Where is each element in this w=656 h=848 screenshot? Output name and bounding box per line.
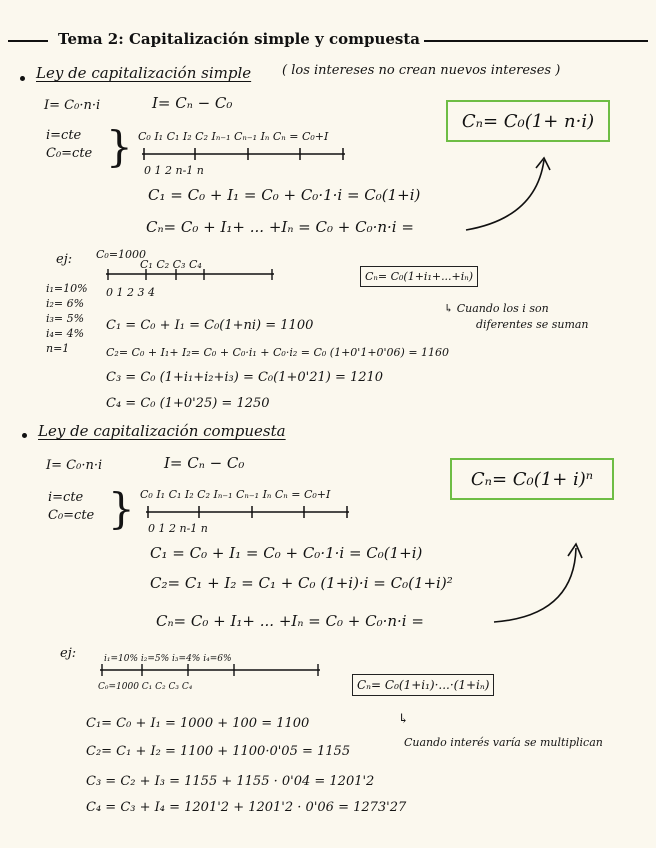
page-title: Tema 2: Capitalización simple y compuesta [54, 30, 424, 48]
compuesta-eq-c1: C₁ = C₀ + I₁ = C₀ + C₀·1·i = C₀(1+i) [150, 544, 423, 562]
simple-condition-rate: i=cte [46, 128, 82, 143]
simple-example-timeline-top: C₁ C₂ C₃ C₄ [140, 258, 202, 271]
simple-example-eq1: C₁ = C₀ + I₁ = C₀(1+ni) = 1100 [106, 318, 314, 333]
simple-param-4: i₄= 4% [46, 327, 85, 340]
compuesta-brace: } [108, 484, 135, 533]
simple-param-2: i₂= 6% [46, 297, 85, 310]
simple-param-1: i₁=10% [46, 282, 88, 295]
simple-timeline-bottom-labels: 0 1 2 n-1 n [144, 164, 204, 177]
compuesta-condition-rate: i=cte [48, 490, 84, 505]
compuesta-formula-box: Cₙ= C₀(1+ i)ⁿ [450, 458, 614, 500]
compuesta-example-note: Cuando interés varía se multiplican [404, 736, 603, 749]
compuesta-interest-difference: I= Cₙ − C₀ [164, 454, 245, 472]
compuesta-example-note-arrow: ↳ [398, 712, 409, 727]
compuesta-example-timeline-bottom: C₀=1000 C₁ C₂ C₃ C₄ [98, 682, 193, 692]
simple-example-note-1: ↳ Cuando los i son [444, 302, 549, 315]
compuesta-timeline-bottom-labels: 0 1 2 n-1 n [148, 522, 208, 535]
compuesta-example-eq2: C₂= C₁ + I₂ = 1100 + 1100·0'05 = 1155 [86, 744, 351, 759]
simple-condition-capital: C₀=cte [46, 146, 93, 161]
simple-example-timeline [104, 268, 284, 284]
simple-note: ( los intereses no crean nuevos intereses ) [282, 63, 561, 78]
compuesta-example-timeline-top: i₁=10% i₂=5% i₃=4% i₄=6% [104, 654, 232, 664]
simple-example-eq3: C₃ = C₀ (1+i₁+i₂+i₃) = C₀(1+0'21) = 1210 [106, 370, 384, 385]
simple-timeline-top-labels: C₀ I₁ C₁ I₂ C₂ Iₙ₋₁ Cₙ₋₁ Iₙ Cₙ = C₀+I [138, 130, 329, 143]
compuesta-eq-c2: C₂= C₁ + I₂ = C₁ + C₀ (1+i)·i = C₀(1+i)² [150, 574, 453, 592]
simple-formula-box: Cₙ= C₀(1+ n·i) [446, 100, 610, 142]
simple-heading: Ley de capitalización simple [36, 64, 252, 82]
compuesta-condition-capital: C₀=cte [48, 508, 95, 523]
simple-timeline [140, 146, 350, 166]
compuesta-timeline [144, 504, 354, 524]
compuesta-timeline-top-labels: C₀ I₁ C₁ I₂ C₂ Iₙ₋₁ Cₙ₋₁ Iₙ Cₙ = C₀+I [140, 488, 331, 501]
compuesta-example-formula-box: Cₙ= C₀(1+i₁)·...·(1+iₙ) [352, 674, 494, 696]
simple-example-formula-box: Cₙ= C₀(1+i₁+...+iₙ) [360, 266, 478, 287]
compuesta-example-eq3: C₃ = C₂ + I₃ = 1155 + 1155 · 0'04 = 1201'2 [86, 774, 375, 789]
simple-eq-cn: Cₙ= C₀ + I₁+ ... +Iₙ = C₀ + C₀·n·i = [146, 218, 414, 236]
simple-example-label: ej: [56, 252, 73, 267]
simple-param-5: n=1 [46, 342, 70, 355]
section-title-bar [8, 30, 648, 50]
compuesta-example-label: ej: [60, 646, 77, 661]
simple-brace: } [106, 122, 133, 171]
simple-example-c0: C₀=1000 [96, 248, 147, 261]
bullet-simple [20, 76, 25, 81]
simple-example-note-2: diferentes se suman [476, 318, 589, 331]
bullet-compuesta [22, 433, 27, 438]
compuesta-example-eq4: C₄ = C₃ + I₄ = 1201'2 + 1201'2 · 0'06 = 1273'27 [86, 800, 407, 815]
simple-interest-formula: I= C₀·n·i [44, 98, 101, 113]
simple-example-eq2: C₂= C₀ + I₁+ I₂= C₀ + C₀·i₁ + C₀·i₂ = C₀ (1+0'1+0'06) = 1160 [106, 346, 450, 359]
compuesta-interest-formula: I= C₀·n·i [46, 458, 103, 473]
simple-example-timeline-bottom: 0 1 2 3 4 [106, 286, 155, 299]
title-rule-left [8, 40, 48, 42]
simple-example-eq4: C₄ = C₀ (1+0'25) = 1250 [106, 396, 270, 411]
simple-param-3: i₃= 5% [46, 312, 85, 325]
compuesta-arrow [488, 536, 588, 636]
simple-arrow [456, 152, 556, 242]
title-rule-right [408, 40, 648, 42]
simple-interest-difference: I= Cₙ − C₀ [152, 94, 233, 112]
compuesta-heading: Ley de capitalización compuesta [38, 422, 286, 440]
compuesta-example-eq1: C₁= C₀ + I₁ = 1000 + 100 = 1100 [86, 716, 310, 731]
compuesta-example-timeline [98, 664, 328, 680]
compuesta-eq-cn: Cₙ= C₀ + I₁+ ... +Iₙ = C₀ + C₀·n·i = [156, 612, 424, 630]
simple-eq-c1: C₁ = C₀ + I₁ = C₀ + C₀·1·i = C₀(1+i) [148, 186, 421, 204]
